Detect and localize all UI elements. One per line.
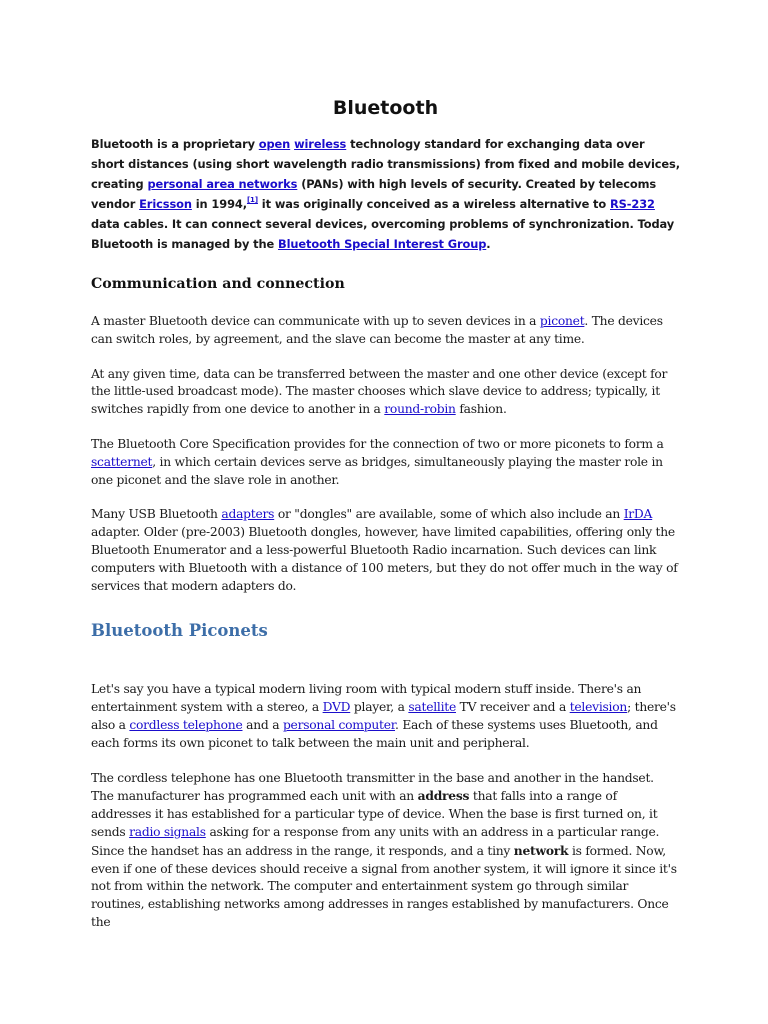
- intro-paragraph: [91, 134, 680, 254]
- text: (PANs) with high levels of security. Created by telecoms vendor: [91, 177, 657, 211]
- text: it was originally conceived as a wireless alternative to: [257, 197, 610, 211]
- text: The cordless telephone has one Bluetooth transmitter in the base and another in the handset. The manufacturer has programmed each unit with an: [91, 770, 654, 804]
- text: .: [486, 237, 491, 251]
- bold-term-network: network: [513, 842, 569, 858]
- link-television[interactable]: television: [569, 700, 628, 715]
- text: At any given time, data can be transferred between the master and one other device (except for the little-used broadcast mode). The master chooses which slave device to address; typically, it switches rapidly from one device to another in a: [91, 366, 668, 417]
- text: technology standard for exchanging data over short distances (using short wavelength radio transmissions) from fixed and mobile devices, creating: [91, 137, 680, 191]
- paragraph: [91, 313, 680, 349]
- text: in 1994,: [191, 197, 247, 211]
- link-piconet[interactable]: piconet: [539, 314, 585, 328]
- link-dvd[interactable]: DVD: [322, 700, 351, 715]
- link-irda[interactable]: IrDA: [623, 507, 653, 522]
- link-ericsson[interactable]: Ericsson: [139, 197, 192, 211]
- text: TV receiver and a: [456, 700, 570, 715]
- text: that falls into a range of addresses it has established for a particular type of device. When the base is first turned on, it sends: [91, 789, 658, 839]
- text: The Bluetooth Core Specification provides for the connection of two or more piconets to form a: [91, 436, 664, 451]
- text: Let's say you have a typical modern living room with typical modern stuff inside. There's an entertainment system with a stereo, a: [91, 682, 642, 715]
- text: adapter. Older (pre-2003) Bluetooth dongles, however, have limited capabilities, offering only the Bluetooth Enumerator and a less-powerful Bluetooth Radio incarnation. Such devices can link computers with Bluetooth with a distance of 100 meters, but they do not offer much in the way of services that modern adapters do.: [91, 525, 678, 593]
- text: , in which certain devices serve as bridges, simultaneously playing the master role in one piconet and the slave role in another.: [91, 454, 663, 487]
- link-scatternet[interactable]: scatternet: [91, 454, 153, 469]
- link-bluetooth-sig[interactable]: Bluetooth Special Interest Group: [278, 237, 487, 251]
- text: and a: [242, 717, 283, 732]
- paragraph: [91, 770, 680, 932]
- paragraph: [91, 681, 680, 752]
- link-radio-signals[interactable]: radio signals: [129, 824, 206, 839]
- paragraph: [91, 366, 680, 419]
- link-open[interactable]: open: [258, 137, 291, 151]
- link-adapters[interactable]: adapters: [221, 507, 275, 522]
- link-personal-computer[interactable]: personal computer: [282, 717, 396, 732]
- text: fashion.: [455, 402, 507, 417]
- link-cordless-telephone[interactable]: cordless telephone: [129, 717, 243, 732]
- bold-term-address: address: [417, 788, 470, 804]
- text: A master Bluetooth device can communicate with up to seven devices in a: [91, 314, 540, 328]
- text: Bluetooth is a proprietary: [91, 137, 259, 151]
- link-satellite[interactable]: satellite: [408, 700, 456, 715]
- page-title: Bluetooth: [332, 97, 439, 119]
- text: player, a: [350, 700, 409, 715]
- text: . The devices can switch roles, by agreement, and the slave can become the master at any time.: [91, 314, 663, 346]
- text: . Each of these systems uses Bluetooth, and each forms its own piconet to talk between the main unit and peripheral.: [91, 717, 658, 750]
- link-personal-area-networks[interactable]: personal area networks: [147, 177, 298, 191]
- link-round-robin[interactable]: round-robin: [384, 402, 456, 417]
- paragraph: [91, 506, 680, 595]
- text: is formed. Now, even if one of these devices should receive a signal from another system, it will ignore it since it's not from within the network. The computer and entertainment system go through similar routines, establishing networks among addresses in ranges established by manufacturers. Once the: [91, 843, 677, 929]
- text: or "dongles" are available, some of which also include an: [274, 507, 624, 522]
- paragraph: [91, 436, 680, 489]
- text: data cables. It can connect several devices, overcoming problems of synchronization. Today Bluetooth is managed by the: [91, 217, 675, 251]
- citation-link[interactable]: [1]: [246, 196, 258, 204]
- text: ; there's also a: [91, 700, 676, 732]
- link-rs-232[interactable]: RS-232: [610, 197, 655, 211]
- section-heading-piconets: Bluetooth Piconets: [91, 621, 268, 641]
- section-heading-communication: Communication and connection: [91, 276, 345, 292]
- text: asking for a response from any units with an address in a particular range. Since the handset has an address in the range, it responds, and a tiny: [91, 824, 660, 858]
- link-wireless[interactable]: wireless: [294, 137, 347, 151]
- text: Many USB Bluetooth: [91, 507, 222, 522]
